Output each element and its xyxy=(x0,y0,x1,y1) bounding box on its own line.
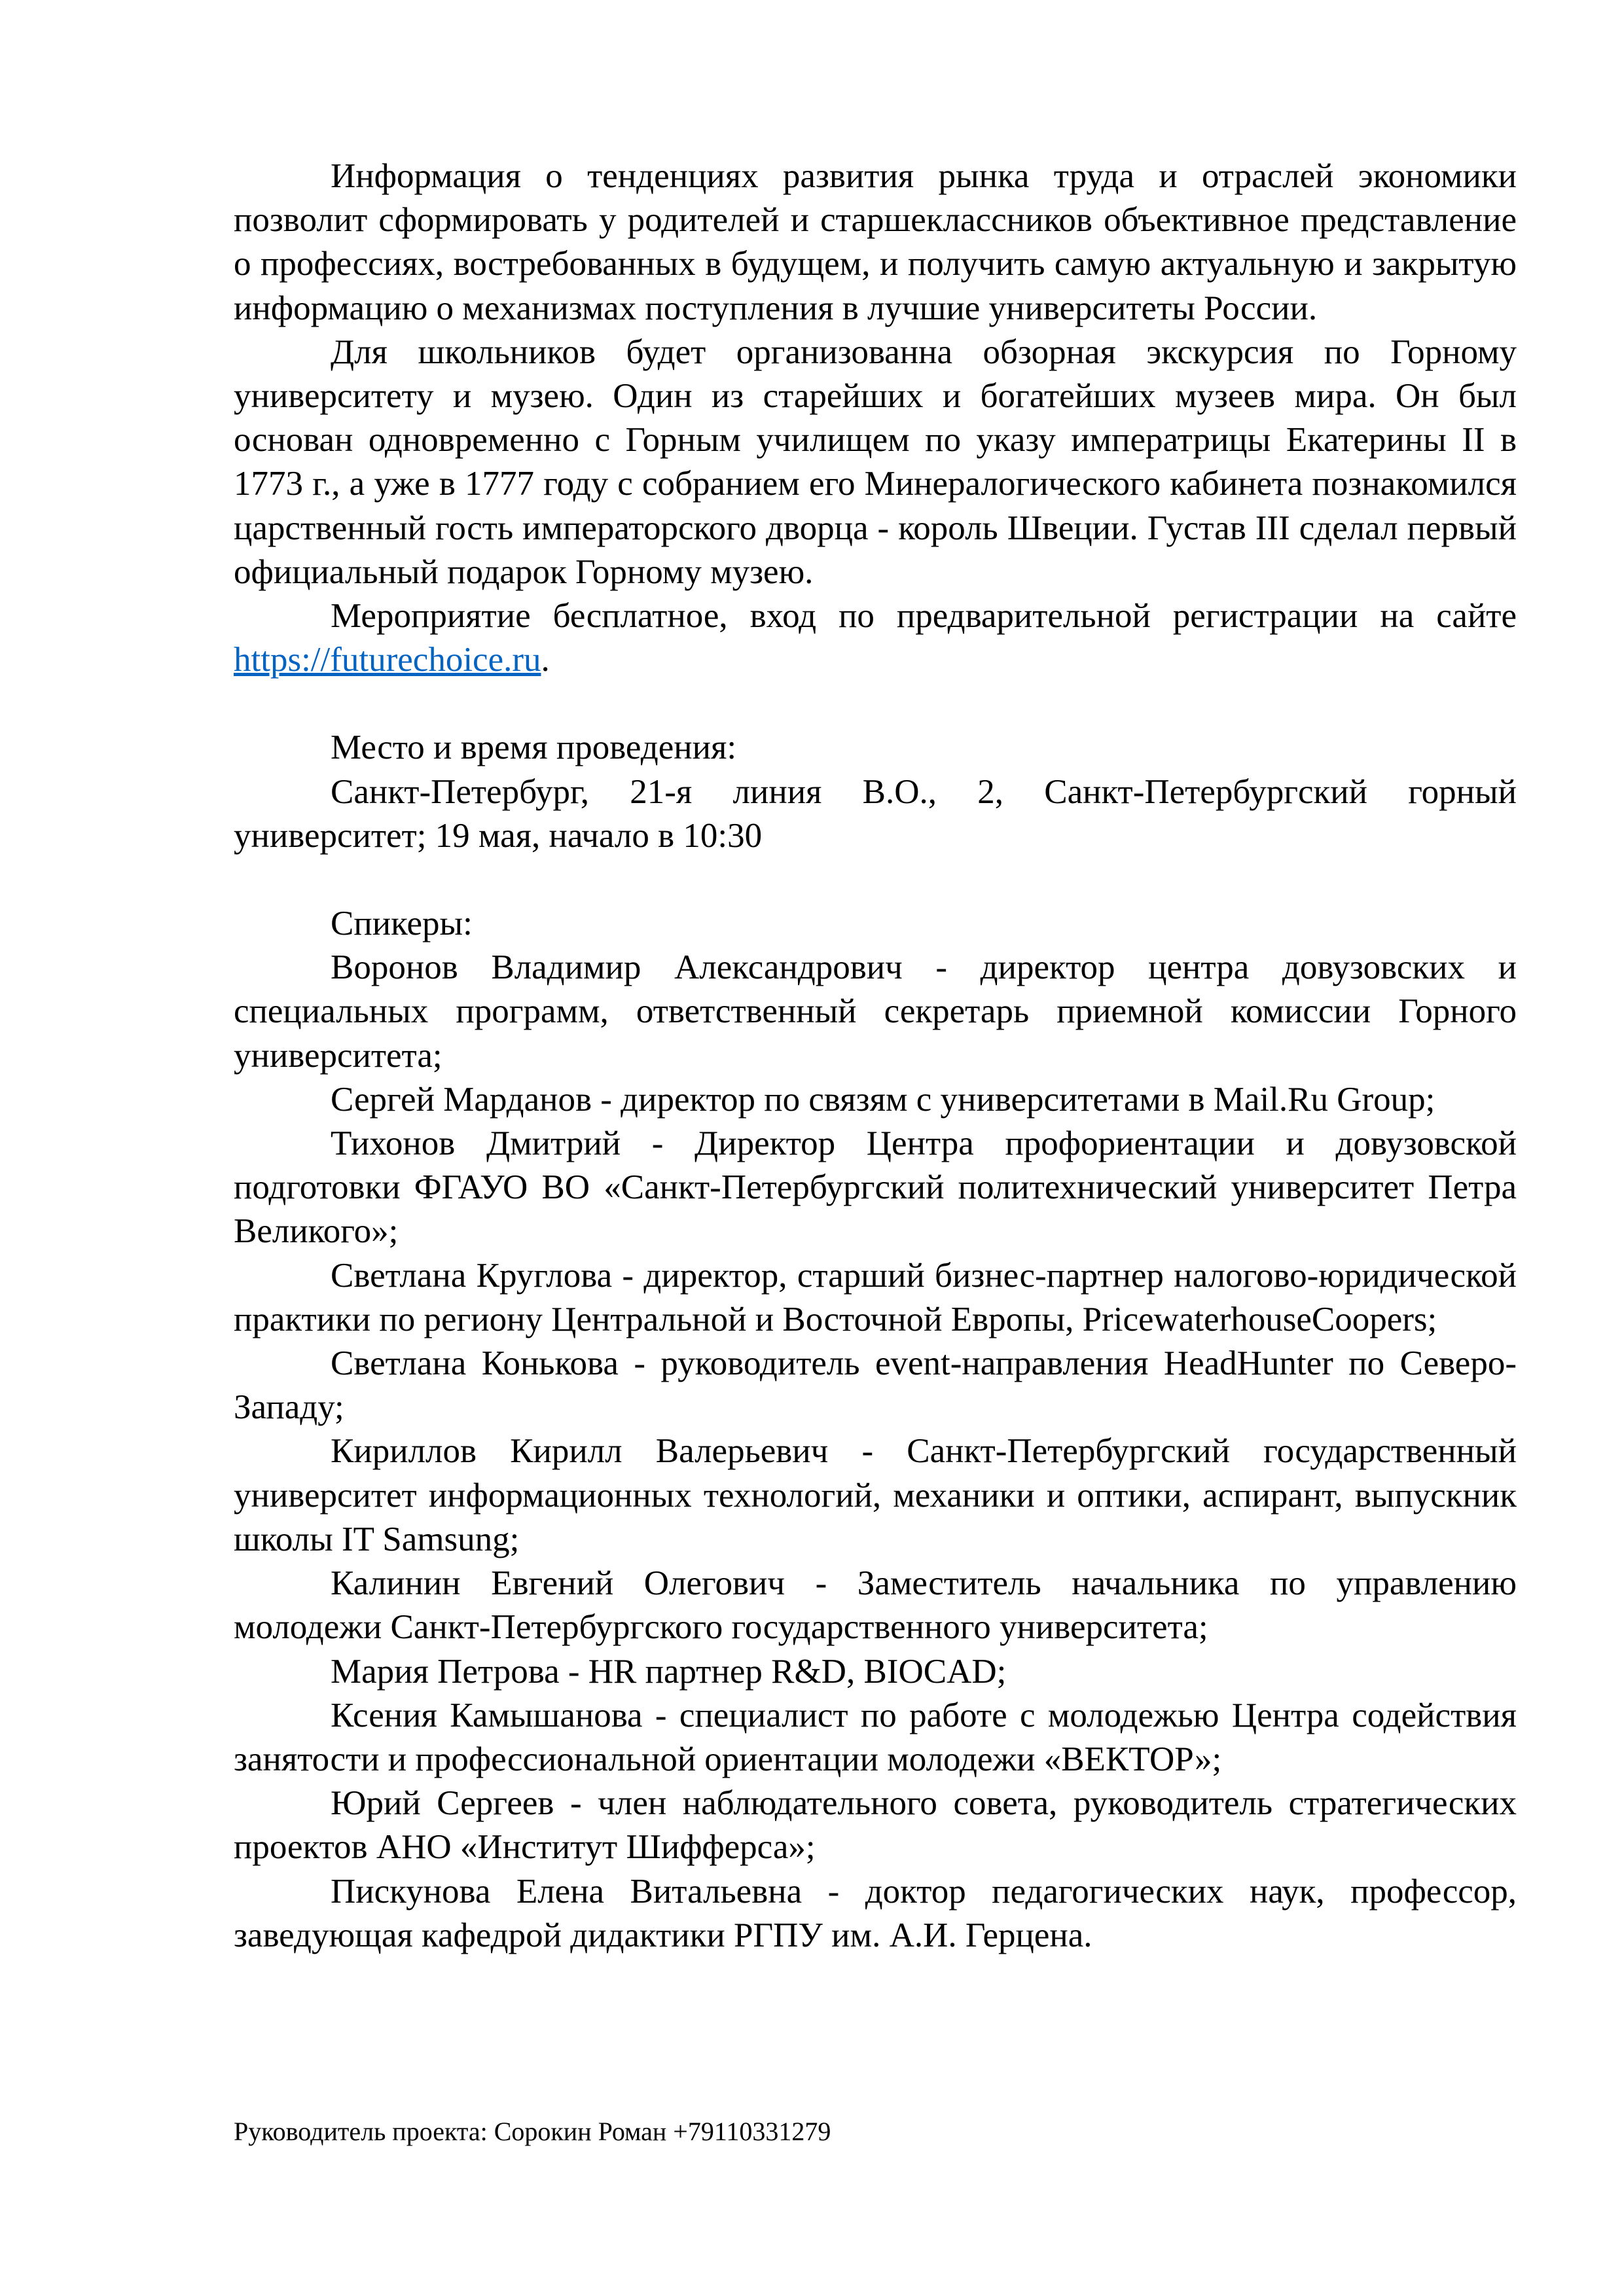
registration-text-end: . xyxy=(541,641,550,679)
spacer xyxy=(234,858,1517,902)
intro-paragraph-museum-tour: Для школьников будет организованна обзорная экскурсия по Горному университету и музею. Один из старейших и богатейших музеев мира. Он был основан одновременно с Горным училищем по указу императрицы Екатерины II в 1773 г., а уже в 1777 году с собранием его Минералогического кабинета познакомился царственный гость императорского дворца - король Швеции. Густав III сделал первый официальный подарок Горному музею. xyxy=(234,332,1517,591)
speaker-item: Тихонов Дмитрий - Директор Центра профориентации и довузовской подготовки ФГАУО ВО «Санкт-Петербургский политехнический университет Петра Великого»; xyxy=(234,1124,1517,1251)
registration-link[interactable]: https://futurechoice.ru xyxy=(234,641,541,679)
speaker-item: Сергей Марданов - директор по связям с университетами в Mail.Ru Group; xyxy=(331,1080,1435,1119)
speaker-item: Воронов Владимир Александрович - директор центра довузовских и специальных программ, ответственный секретарь приемной комиссии Горного университета; xyxy=(234,948,1517,1075)
project-manager-footer: Руководитель проекта: Сорокин Роман +79110331279 xyxy=(234,2117,831,2146)
intro-paragraph-labor-market: Информация о тенденциях развития рынка труда и отраслей экономики позволит сформировать у родителей и старшеклассников объективное представление о профессиях, востребованных в будущем, и получить самую актуальную и закрытую информацию о механизмах поступления в лучшие университеты России. xyxy=(234,157,1517,327)
speakers-heading: Спикеры: xyxy=(331,905,473,943)
venue-details: Санкт-Петербург, 21-я линия В.О., 2, Санкт-Петербургский горный университет; 19 мая, начало в 10:30 xyxy=(234,772,1517,855)
registration-text: Мероприятие бесплатное, вход по предварительной регистрации на сайте xyxy=(331,597,1517,636)
speaker-item: Калинин Евгений Олегович - Заместитель начальника по управлению молодежи Санкт-Петербургского государственного университета; xyxy=(234,1564,1517,1647)
venue-heading: Место и время проведения: xyxy=(331,728,737,767)
spacer xyxy=(234,682,1517,726)
intro-paragraph-registration xyxy=(234,594,1517,682)
document-body xyxy=(234,154,1517,1958)
speaker-item: Светлана Конькова - руководитель event-направления HeadHunter по Северо-Западу; xyxy=(234,1344,1517,1427)
speaker-item: Кириллов Кирилл Валерьевич - Санкт-Петербургский государственный университет информационных технологий, механики и оптики, аспирант, выпускник школы IT Samsung; xyxy=(234,1432,1517,1558)
speaker-item: Мария Петрова - HR партнер R&D, BIOCAD; xyxy=(331,1652,1007,1691)
speaker-item: Юрий Сергеев - член наблюдательного совета, руководитель стратегических проектов АНО «Институт Шифферса»; xyxy=(234,1784,1517,1867)
speaker-item: Ксения Камышанова - специалист по работе с молодежью Центра содействия занятости и профессиональной ориентации молодежи «ВЕКТОР»; xyxy=(234,1696,1517,1778)
speaker-item: Светлана Круглова - директор, старший бизнес-партнер налогово-юридической практики по региону Центральной и Восточной Европы, PricewaterhouseCoopers; xyxy=(234,1256,1517,1338)
speaker-item: Пискунова Елена Витальевна - доктор педагогических наук, профессор, заведующая кафедрой дидактики РГПУ им. А.И. Герцена. xyxy=(234,1872,1517,1954)
